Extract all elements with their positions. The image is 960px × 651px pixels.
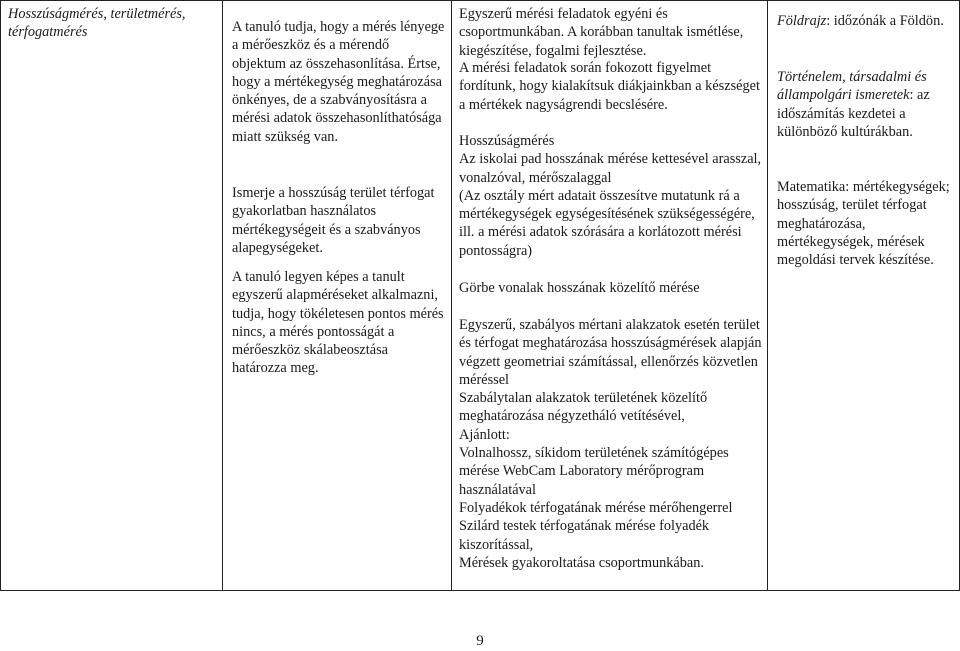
connections-column xyxy=(768,1,960,590)
connection-geography xyxy=(777,12,957,30)
activities-estimation: A mérési feladatok során fokozott figyelmet fordítunk, hogy kialakítsuk diákjainkban a készséget a mértékek nagyságrendi becslésére. xyxy=(459,60,760,113)
requirements-column xyxy=(223,1,452,590)
requirement-units: Ismerje a hosszúság terület térfogat gyakorlatban használatos mértékegységeit és a szabványos alapegységeket. xyxy=(232,185,435,256)
activities-group-work: Egyszerű mérési feladatok egyéni és csoportmunkában. A korábban tanultak ismétlése, kiegészítése, fogalmi fejlesztése. xyxy=(459,6,744,59)
requirement-basic-measurements: A tanuló legyen képes a tanult egyszerű alapméréseket alkalmazni, tudja, hogy tökéletesen pontos mérés nincs, a mérés pontosságát a mérőeszköz skálabeosztása határozza meg. xyxy=(232,269,444,377)
activities-length-measurement: Hosszúságmérés Az iskolai pad hosszának mérése kettesével arasszal, vonalzóval, mérőszalaggal (Az osztály mért adatait összesítve mutatunk rá a mértékegységek egységesítésének szükségességére, ill. a mérési adatok szórására a korlátozott mérési pontosságra) xyxy=(459,133,762,259)
geography-text: : időzónák a Földön. xyxy=(826,13,944,29)
activities-curve-length: Görbe vonalak hosszának közelítő mérése xyxy=(459,280,700,296)
requirement-measurement-essence: A tanuló tudja, hogy a mérés lényege a mérőeszköz és a mérendő objektum az összehasonlítása. Értse, hogy a mértékegység meghatározása önkényes, de a szabványosításra a mérési adatok összehasonlíthatósága miatt szükség van. xyxy=(232,19,445,145)
activities-area-volume: Egyszerű, szabályos mértani alakzatok esetén terület és térfogat meghatározása hosszúságmérések alapján végzett geometriai számítással, ellenőrzés közvetlen méréssel Szabálytalan alakzatok területének közelítő meghatározása négyzetháló vetítésével, Ajánlott: Volnalhossz, síkidom területének számítógépes mérése WebCam Laboratory mérőprogram használatával Folyadékok térfogatának mérése mérőhengerrel Szilárd testek térfogatának mérése folyadék kiszorítással, Mérések gyakoroltatása csoportmunkában. xyxy=(459,317,762,571)
history-label: Történelem, társadalmi és állampolgári ismeretek xyxy=(777,69,927,104)
page-number: 9 xyxy=(476,633,484,649)
topic-column xyxy=(1,1,223,590)
activities-column xyxy=(452,1,768,590)
history-text: : az időszámítás kezdetei a különböző kultúrákban. xyxy=(777,87,930,140)
connection-math: Matematika: mértékegységek; hosszúság, terület térfogat meghatározása, mértékegységek, mérések megoldási tervek készítése. xyxy=(777,179,950,269)
topic-title: Hosszúságmérés, területmérés, térfogatmérés xyxy=(8,6,186,41)
connection-history xyxy=(777,68,957,141)
geography-label: Földrajz xyxy=(777,13,827,29)
